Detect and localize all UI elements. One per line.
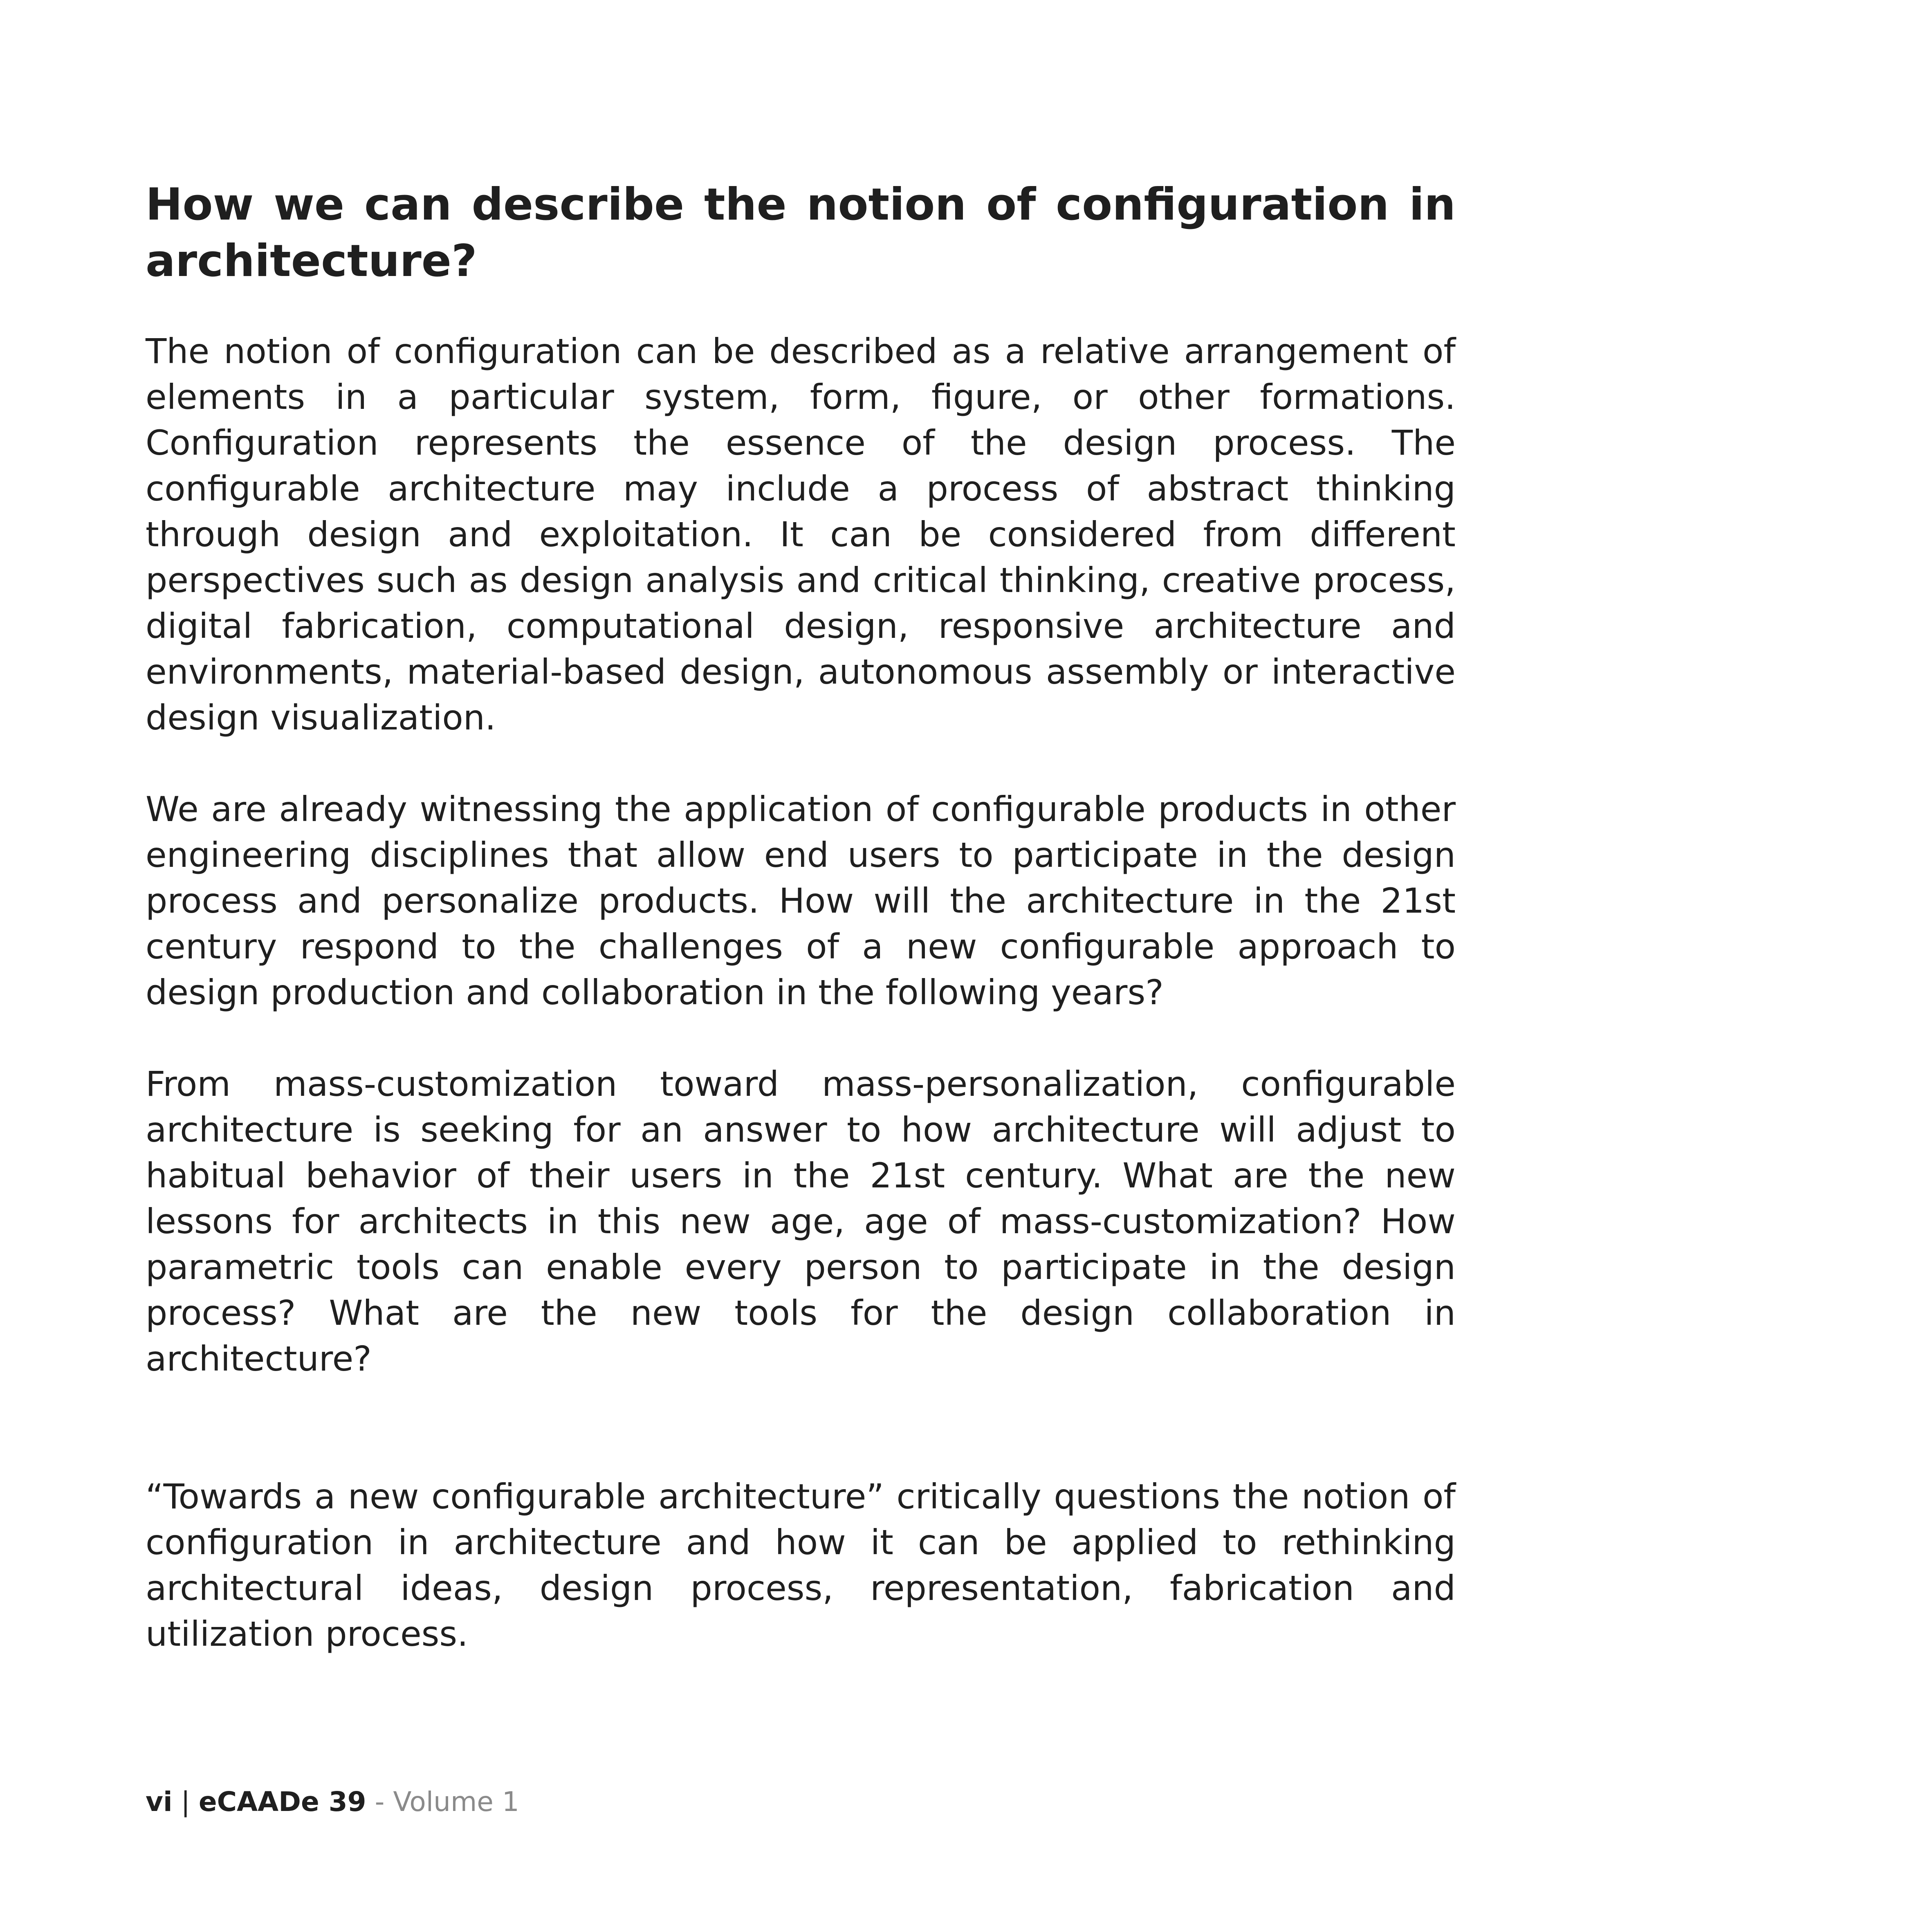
- footer-volume: Volume 1: [393, 1786, 519, 1818]
- footer-separator: |: [172, 1786, 199, 1818]
- footer-publication: eCAADe 39: [198, 1786, 366, 1818]
- page-footer: [146, 1785, 519, 1819]
- paragraph-theme-statement: “Towards a new configurable architecture” critically questions the notion of configuration in architecture and how it can be applied to rethinking architectural ideas, design process, representation, fabrication and utilization process.: [146, 1476, 1456, 1654]
- footer-page-number: vi: [146, 1786, 173, 1818]
- paragraph-mass-personalization: From mass-customization toward mass-personalization, configurable architecture is seeking for an answer to how architecture will adjust to habitual behavior of their users in the 21st century. What are the new lessons for architects in this new age, age of mass-customization? How parametric tools can enable every person to participate in the design process? What are the new tools for the design collaboration in architecture?: [146, 1064, 1456, 1379]
- section-heading: How we can describe the notion of configuration in architecture?: [146, 179, 1456, 287]
- paragraph-configurable-products: We are already witnessing the application of configurable products in other engineering disciplines that allow end users to participate in the design process and personalize products. How will the architecture in the 21st century respond to the challenges of a new configurable approach to design production and collaboration in the following years?: [146, 789, 1456, 1012]
- footer-dash: -: [366, 1786, 393, 1818]
- paragraph-configuration-definition: The notion of configuration can be described as a relative arrangement of elements in a particular system, form, figure, or other formations. Configuration represents the essence of the design process. The configurable architecture may include a process of abstract thinking through design and exploitation. It can be considered from different perspectives such as design analysis and critical thinking, creative process, digital fabrication, computational design, responsive architecture and environments, material-based design, autonomous assembly or interactive design visualization.: [146, 331, 1456, 738]
- page-content: [146, 177, 1456, 1657]
